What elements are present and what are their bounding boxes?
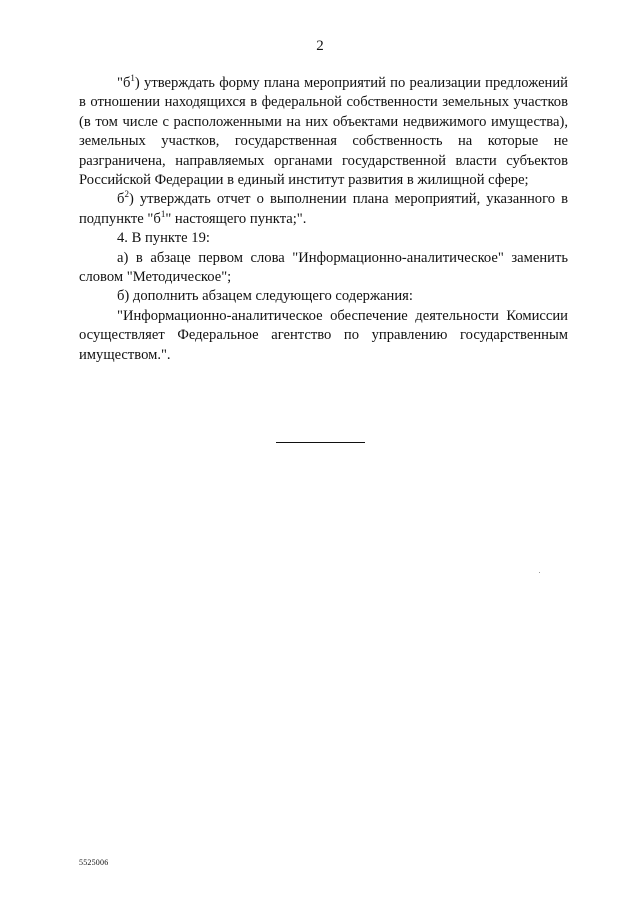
paragraph bbox=[79, 229, 568, 248]
paragraph-text: " настоящего пункта;". bbox=[165, 210, 307, 227]
page-number: 2 bbox=[316, 38, 324, 54]
document-code: 5525006 bbox=[79, 858, 109, 867]
paragraph-text: 4. В пункте 19: bbox=[117, 230, 210, 247]
paragraph-text: б bbox=[117, 191, 125, 208]
paragraph bbox=[79, 74, 568, 190]
paragraph bbox=[79, 190, 568, 229]
paragraph bbox=[79, 249, 568, 288]
paragraph-text: "Информационно-аналитическое обеспечение деятельности Комиссии осуществляет Федеральное агентство по управлению государственным имуществом.". bbox=[79, 307, 568, 363]
superscript: 1 bbox=[160, 208, 166, 219]
paragraph bbox=[79, 287, 568, 306]
paragraph-text: "б bbox=[117, 75, 131, 91]
paragraph bbox=[79, 307, 568, 365]
paragraph-text: а) в абзаце первом слова "Информационно-аналитическое" заменить словом "Методическое"; bbox=[79, 249, 568, 286]
paragraph-text: б) дополнить абзацем следующего содержания: bbox=[117, 288, 413, 305]
scan-artifact bbox=[539, 572, 540, 573]
superscript: 2 bbox=[124, 189, 129, 200]
paragraph-text: ) утверждать отчет о выполнении плана мероприятий, указанного в подпункте "б bbox=[79, 191, 568, 227]
paragraph-text: ) утверждать форму плана мероприятий по реализации предложений в отношении находящихся в федеральной собственности земельных участков (в том числе с расположенными на них объектами недвижимого имущества), земельных участков, государственная собственность на которые не разграничена, направляемых органами государственной власти субъектов Российской Федерации в единый институт развития в жилищной сфере; bbox=[79, 75, 568, 189]
document-body bbox=[79, 74, 568, 365]
superscript: 1 bbox=[130, 73, 135, 83]
closing-rule bbox=[276, 442, 365, 443]
